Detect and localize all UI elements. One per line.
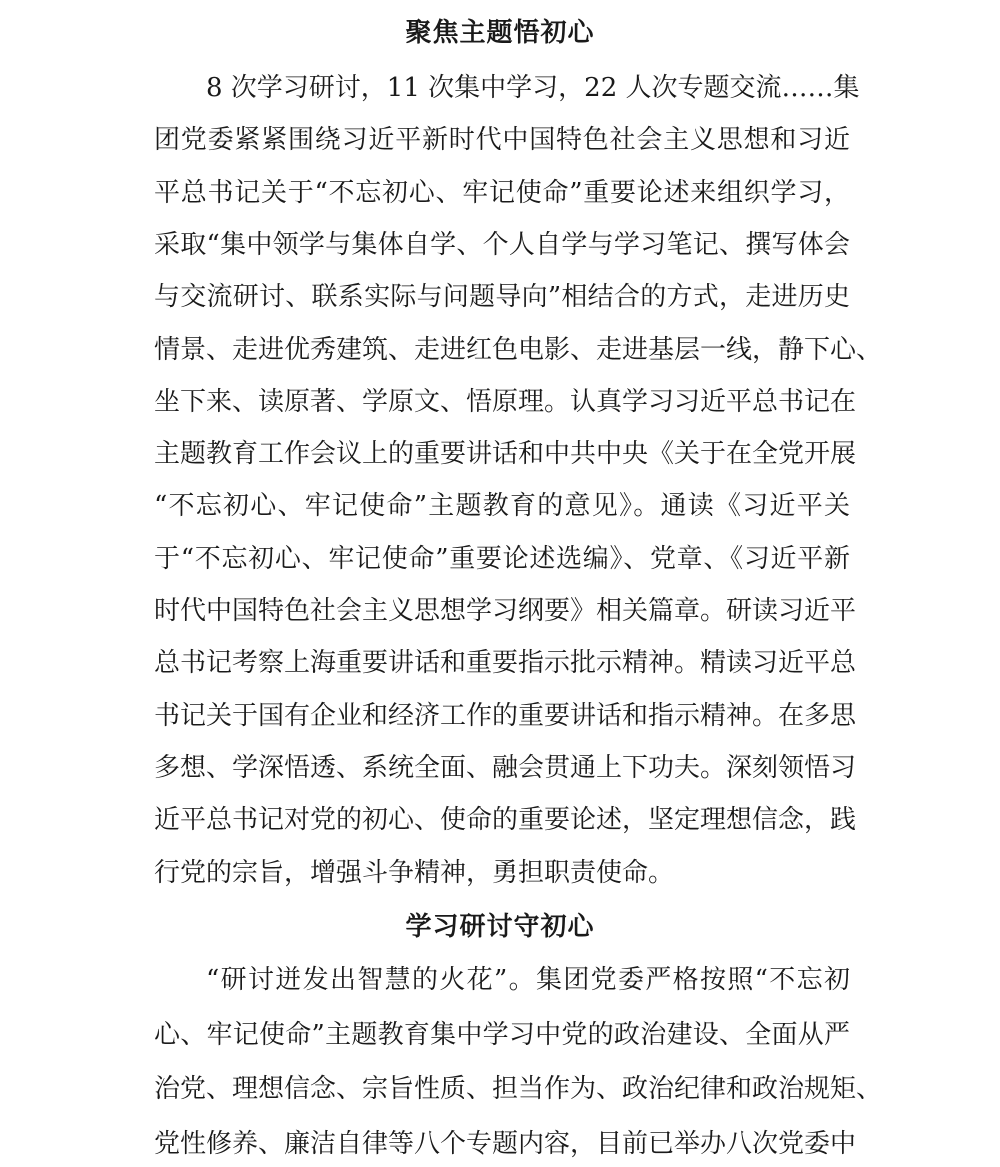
paragraph-line: 总书记考察上海重要讲话和重要指示批示精神。精读习近平总 — [154, 648, 857, 679]
paragraph-line: 采取“集中领学与集体自学、个人自学与学习笔记、撰写体会 — [154, 229, 850, 260]
paragraph-line: 近平总书记对党的初心、使命的重要论述，坚定理想信念，践 — [154, 805, 857, 836]
paragraph-line: 心、牢记使命”主题教育集中学习中党的政治建设、全面从严 — [154, 1019, 850, 1050]
paragraph-line: 与交流研讨、联系实际与问题导向”相结合的方式，走进历史 — [154, 282, 850, 313]
section-heading: 学习研讨守初心 — [405, 912, 595, 942]
paragraph-line: 时代中国特色社会主义思想学习纲要》相关篇章。研读习近平 — [154, 596, 857, 626]
paragraph-line: 党性修养、廉洁自律等八个专题内容，目前已举办八次党委中 — [154, 1128, 857, 1159]
paragraph-line: “不忘初心、牢记使命”主题教育的意见》。通读《习近平关 — [154, 491, 850, 522]
paragraph-line: 团党委紧紧围绕习近平新时代中国特色社会主义思想和习近 — [154, 125, 850, 156]
paragraph-line: 主题教育工作会议上的重要讲话和中共中央《关于在全党开展 — [154, 439, 857, 470]
paragraph-line: 坐下来、读原著、学原文、悟原理。认真学习习近平总书记在 — [154, 386, 857, 417]
paragraph-line: 行党的宗旨，增强斗争精神，勇担职责使命。 — [154, 857, 675, 888]
paragraph-line: 情景、走进优秀建筑、走进红色电影、走进基层一线，静下心、 — [154, 334, 883, 365]
section-heading: 聚焦主题悟初心 — [405, 18, 595, 48]
paragraph-line: 治党、理想信念、宗旨性质、担当作为、政治纪律和政治规矩、 — [154, 1074, 883, 1104]
paragraph-line: 多想、学深悟透、系统全面、融会贯通上下功夫。深刻领悟习 — [154, 752, 857, 783]
paragraph-line: “研讨迸发出智慧的火花”。集团党委严格按照“不忘初 — [206, 965, 850, 995]
paragraph-line: 8 次学习研讨，11 次集中学习，22 人次专题交流……集 — [206, 73, 860, 103]
paragraph-line: 于“不忘初心、牢记使命”重要论述选编》、党章、《习近平新 — [154, 543, 850, 574]
paragraph-line: 平总书记关于“不忘初心、牢记使命”重要论述来组织学习， — [154, 177, 850, 208]
paragraph-line: 书记关于国有企业和经济工作的重要讲话和指示精神。在多思 — [154, 700, 857, 731]
